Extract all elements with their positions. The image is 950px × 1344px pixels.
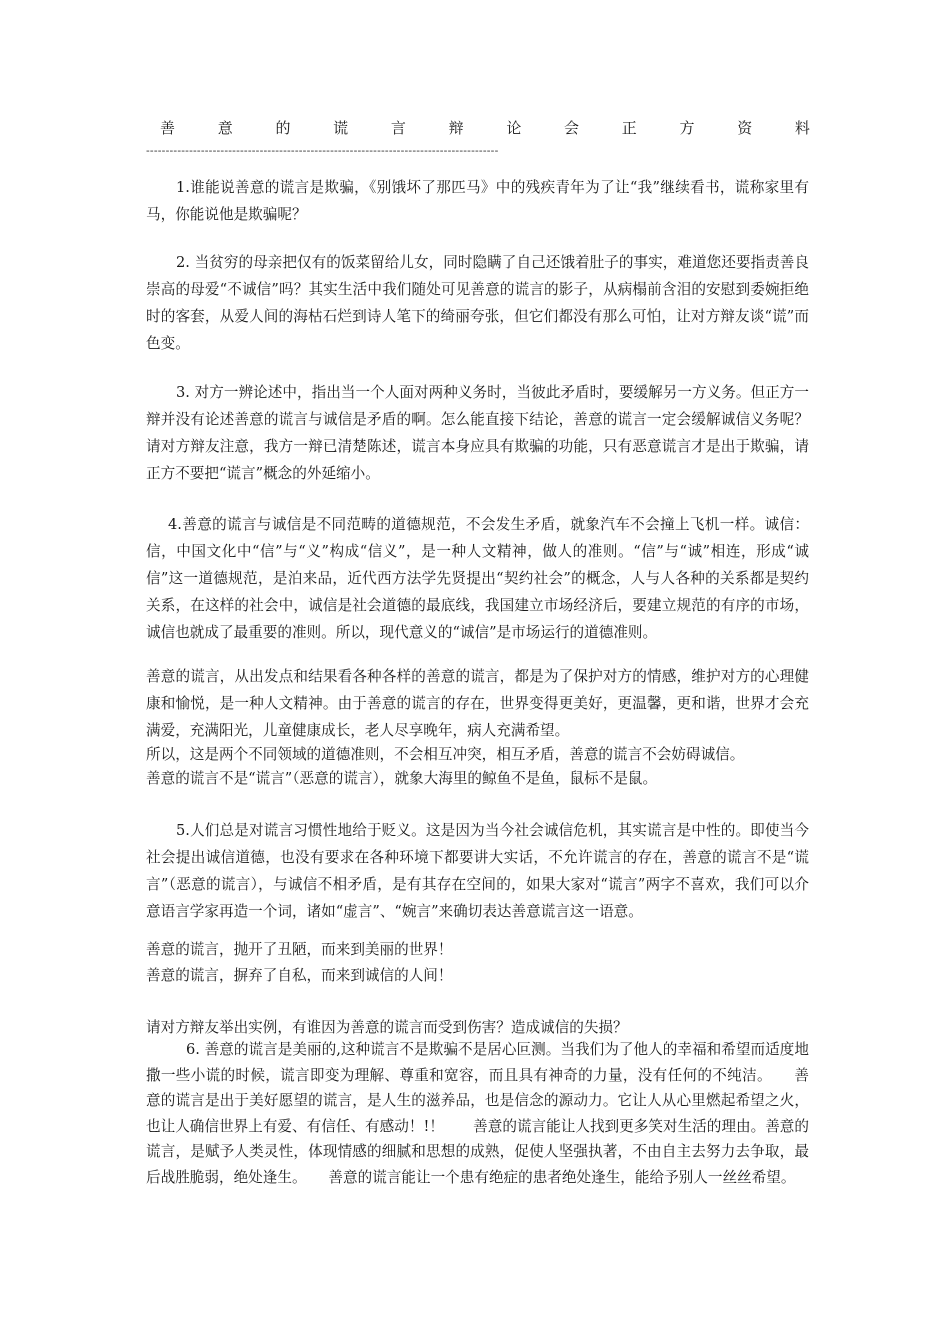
title-separator: ------------------------------------------------------------------------------------------ (146, 144, 499, 157)
title-char: 方 (679, 119, 695, 137)
title-char: 谎 (333, 119, 349, 137)
title-char: 意 (217, 119, 233, 137)
paragraph-4: 4.善意的谎言与诚信是不同范畴的道德规范，不会发生矛盾，就象汽车不会撞上飞机一样。诚信：信，中国文化中“信”与“义”构成“信义”，是一种人文精神，做人的准则。“信”与“诚”相连，形成“诚信”这一道德规范，是泊来品，近代西方法学先贤提出“契约社会”的概念，人与人各种的关系都是契约关系，在这样的社会中，诚信是社会道德的最底线，我国建立市场经济后，要建立规范的有序的市场，诚信也就成了最重要的准则。所以，现代意义的“诚信”是市场运行的道德准则。 (146, 516, 809, 641)
paragraph-5: 5.人们总是对谎言习惯性地给于贬义。这是因为当今社会诚信危机，其实谎言是中性的。即使当今社会提出诚信道德，也没有要求在各种环境下都要讲大实话，不允许谎言的存在，善意的谎言不是“谎言”（恶意的谎言），与诚信不相矛盾，是有其存在空间的，如果大家对“谎言”两字不喜欢，我们可以介意语言学家再造一个词，诸如“虚言”、“婉言”来确切表达善意谎言这一语意。 (146, 822, 809, 920)
paragraph-5-line-beauty: 善意的谎言，抛开了丑陋，而来到美丽的世界！ (146, 941, 453, 958)
paragraph-3: 3. 对方一辨论述中，指出当一个人面对两种义务时，当彼此矛盾时，要缓解另一方义务。但正方一辩并没有论述善意的谎言与诚信是矛盾的啊。怎么能直接下结论，善意的谎言一定会缓解诚信义务呢？请对方辩友注意，我方一辩已清楚陈述，谎言本身应具有欺骗的功能，只有恶意谎言才是出于欺骗，请正方不要把“谎言”概念的外延缩小。 (146, 384, 809, 482)
title-char: 料 (794, 119, 810, 137)
paragraph-2: 2. 当贫穷的母亲把仅有的饭菜留给儿女，同时隐瞒了自己还饿着肚子的事实，难道您还要指责善良崇高的母爱“不诚信”吗？其实生活中我们随处可见善意的谎言的影子，从病榻前含泪的安慰到委婉拒绝时的客套，从爱人间的海枯石烂到诗人笔下的绮丽夸张，但它们都没有那么可怕，让对方辩友谈“谎”而色变。 (146, 254, 809, 352)
title-char: 辩 (448, 119, 464, 137)
title-char: 会 (564, 119, 580, 137)
paragraph-1: 1.谁能说善意的谎言是欺骗，《别饿坏了那匹马》中的残疾青年为了让“我”继续看书，谎称家里有马，你能说他是欺骗呢？ (146, 179, 809, 223)
title-char: 论 (506, 119, 522, 137)
title-char: 的 (275, 119, 291, 137)
title-char: 资 (737, 119, 753, 137)
paragraph-4-goodwill: 善意的谎言，从出发点和结果看各种各样的善意的谎言，都是为了保护对方的情感，维护对方的心理健康和愉悦，是一种人文精神。由于善意的谎言的存在，世界变得更美好，更温馨，更和谐，世界才会充满爱，充满阳光，儿童健康成长，老人尽享晚年，病人充满希望。 (146, 668, 809, 739)
title-char: 正 (621, 119, 637, 137)
title-char: 言 (390, 119, 406, 137)
document-title (160, 117, 810, 141)
paragraph-5-question: 请对方辩友举出实例，有谁因为善意的谎言而受到伤害？造成诚信的失损？ (146, 1019, 628, 1036)
paragraph-6: 6. 善意的谎言是美丽的,这种谎言不是欺骗不是居心叵测。当我们为了他人的幸福和希望而适度地撒一些小谎的时候，谎言即变为理解、尊重和宽容，而且具有神奇的力量，没有任何的不纯洁。 善意的谎言是出于美好愿望的谎言，是人生的滋养品，也是信念的源动力。它让人从心里燃起希望之火，也让人确信世界上有爱、有信任、有感动！!！ 善意的谎言能让人找到更多笑对生活的理由。善意的谎言，是赋予人类灵性，体现情感的细腻和思想的成熟，促使人坚强执著，不由自主去努力去争取，最后战胜脆弱，绝处逢生。 善意的谎言能让一个患有绝症的患者绝处逢生，能给予别人一丝丝希望。 (146, 1041, 809, 1186)
paragraph-4-analogy: 善意的谎言不是“谎言”（恶意的谎言），就象大海里的鲸鱼不是鱼，鼠标不是鼠。 (146, 770, 658, 787)
paragraph-4-conclusion: 所以，这是两个不同领域的道德准则，不会相互冲突，相互矛盾，善意的谎言不会妨碍诚信。 (146, 746, 745, 763)
paragraph-5-line-honesty: 善意的谎言，摒弃了自私，而来到诚信的人间！ (146, 967, 453, 984)
title-char: 善 (160, 119, 176, 137)
